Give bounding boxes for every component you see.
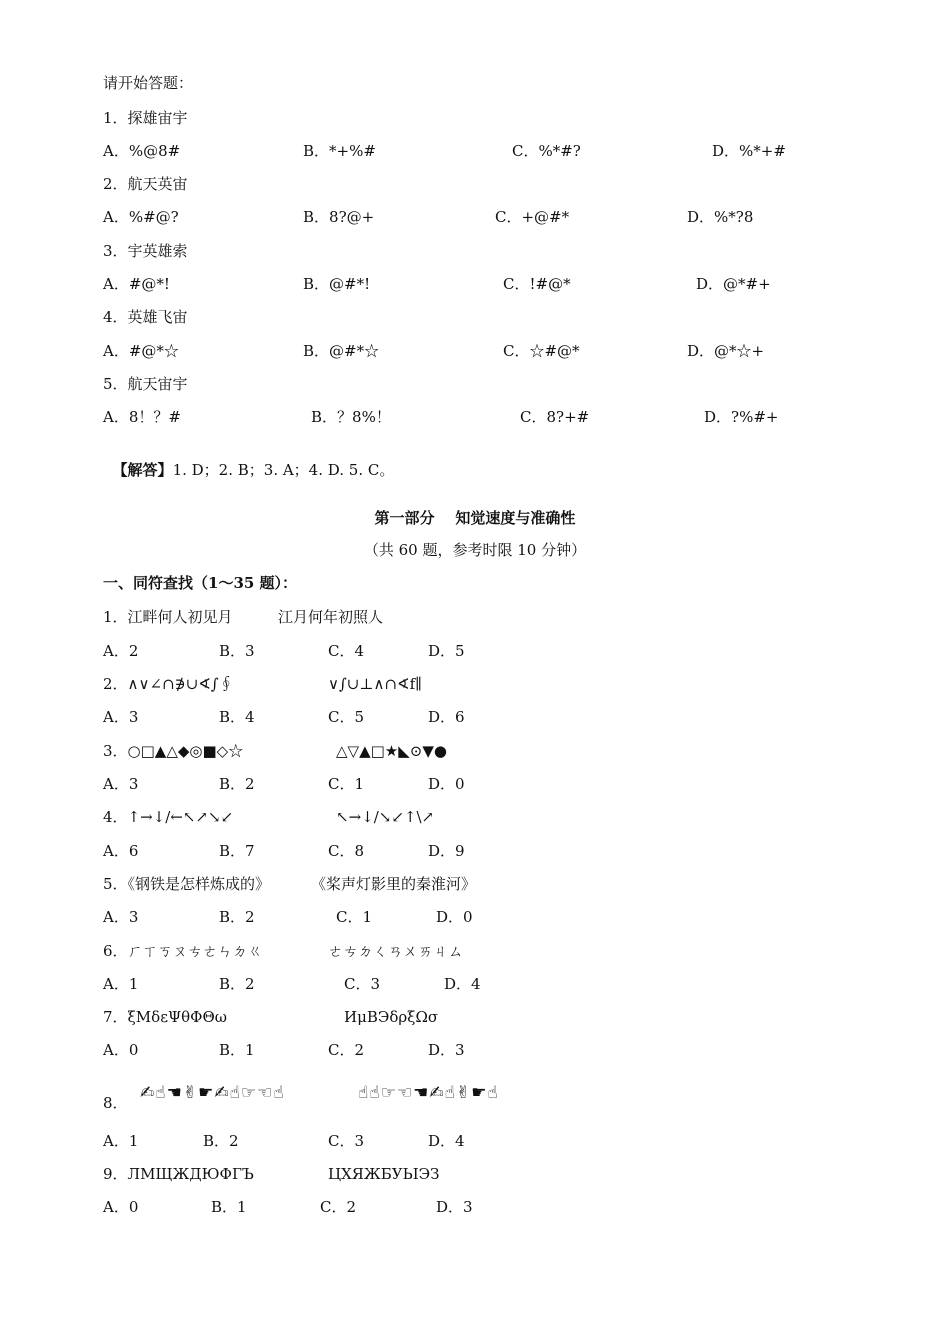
item-2-left: 2．∧∨∠∩∌∪∢∫∮ (103, 675, 234, 693)
item-5-opt-a: A．3 (103, 908, 139, 926)
item-1-opt-c: C．4 (328, 642, 365, 660)
item-2-opt-d: D．6 (428, 708, 465, 726)
item-6-right: ㄜㄘㄉㄑㄢㄨㄞㄐㄙ (328, 942, 464, 960)
subsection-title: 一、同符查找（1～35 题）： (103, 574, 298, 592)
item-8-opt-c: C．3 (328, 1132, 365, 1150)
item-3-opt-d: D．0 (428, 775, 465, 793)
item-4-right: ↖→↓/↘↙↑\↗ (336, 808, 435, 826)
item-8-left: ✍☝☚✌☛✍☝☞☜☝ (140, 1083, 285, 1103)
item-7-right: ИμВЭδρξΩσ (344, 1008, 439, 1026)
practice-q5-a: A．8！？# (103, 408, 181, 426)
item-8-number: 8． (103, 1094, 128, 1112)
item-9-left: 9．ЛМЩЖДЮФГЪ (103, 1165, 254, 1183)
item-4-left: 4．↑→↓/←↖↗↘↙ (103, 808, 234, 826)
item-1-opt-d: D．5 (428, 642, 465, 660)
item-3-left: 3．○□▲△◆◎■◇☆ (103, 742, 244, 760)
practice-q2: 2．航天英宙 (103, 175, 188, 193)
item-4-opt-a: A．6 (103, 842, 139, 860)
item-4-opt-c: C．8 (328, 842, 365, 860)
item-6-opt-a: A．1 (103, 975, 139, 993)
practice-q2-a: A．%#@? (103, 208, 179, 226)
item-5-opt-c: C．1 (336, 908, 373, 926)
answer-line (103, 440, 394, 480)
practice-q3-a: A．#@*! (103, 275, 170, 293)
item-8-opt-a: A．1 (103, 1132, 139, 1150)
item-8-opt-b: B．2 (203, 1132, 239, 1150)
item-9-opt-a: A．0 (103, 1198, 139, 1216)
practice-q3-b: B．@#*! (303, 275, 371, 293)
item-6-opt-b: B．2 (219, 975, 255, 993)
practice-q3: 3．宇英雄索 (103, 242, 188, 260)
item-8-right: ☝☝☞☜☚✍☝✌☛☝ (358, 1083, 499, 1103)
item-3-opt-a: A．3 (103, 775, 139, 793)
item-7-opt-c: C．2 (328, 1041, 365, 1059)
item-5-opt-b: B．2 (219, 908, 255, 926)
practice-q5-b: B．？8%！ (311, 408, 391, 426)
practice-q1-c: C．%*#? (512, 142, 581, 160)
item-4-opt-d: D．9 (428, 842, 465, 860)
section-subtitle: （共 60 题，参考时限 10 分钟） (363, 541, 587, 559)
practice-q2-b: B．8?@+ (303, 208, 375, 226)
intro-text: 请开始答题： (103, 74, 194, 92)
answer-text: 1. D；2. B；3. A；4. D. 5. C。 (172, 461, 395, 479)
item-1-opt-a: A．2 (103, 642, 139, 660)
practice-q5: 5．航天宙宇 (103, 375, 188, 393)
item-6-opt-d: D．4 (444, 975, 481, 993)
item-5-opt-d: D．0 (436, 908, 473, 926)
item-3-opt-b: B．2 (219, 775, 255, 793)
item-2-opt-b: B．4 (219, 708, 255, 726)
practice-q5-d: D．?%#+ (704, 408, 779, 426)
item-3-opt-c: C．1 (328, 775, 365, 793)
practice-q4-b: B．@#*☆ (303, 342, 380, 360)
practice-q4-a: A．#@*☆ (103, 342, 179, 360)
practice-q3-c: C．!#@* (503, 275, 571, 293)
item-5-left: 5．《钢铁是怎样炼成的》 (103, 875, 271, 893)
item-5-right: 《桨声灯影里的秦淮河》 (311, 875, 477, 893)
item-6-left: 6．ㄏㄒㄎㄡㄘㄜㄣㄉㄍ (103, 942, 263, 960)
item-3-right: △▽▲□★◣⊙▼● (336, 742, 447, 760)
practice-q2-d: D．%*?8 (687, 208, 754, 226)
practice-q1-d: D．%*+# (712, 142, 786, 160)
section-title: 第一部分 知觉速度与准确性 (374, 509, 576, 527)
item-9-right: ЦХЯЖБУЬIЭЗ (328, 1165, 440, 1183)
item-4-opt-b: B．7 (219, 842, 255, 860)
item-8-opt-d: D．4 (428, 1132, 465, 1150)
item-9-opt-c: C．2 (320, 1198, 357, 1216)
answer-label: 【解答】 (112, 461, 173, 479)
practice-q5-c: C．8?+# (520, 408, 590, 426)
practice-q4-d: D．@*☆+ (687, 342, 765, 360)
item-2-right: ∨∫∪⊥∧∩∢f∥ (328, 675, 423, 693)
practice-q2-c: C．+@#* (495, 208, 570, 226)
practice-q1-b: B．*+%# (303, 142, 376, 160)
item-1-right: 江月何年初照人 (278, 608, 384, 626)
practice-q4-c: C．☆#@* (503, 342, 580, 360)
item-1-left: 1．江畔何人初见月 (103, 608, 233, 626)
item-7-opt-d: D．3 (428, 1041, 465, 1059)
practice-q4: 4．英雄飞宙 (103, 308, 188, 326)
practice-q3-d: D．@*#+ (696, 275, 771, 293)
item-2-opt-c: C．5 (328, 708, 365, 726)
practice-q1-a: A．%@8# (103, 142, 181, 160)
item-9-opt-d: D．3 (436, 1198, 473, 1216)
practice-q1: 1．探雄宙宇 (103, 109, 188, 127)
item-2-opt-a: A．3 (103, 708, 139, 726)
item-6-opt-c: C．3 (344, 975, 381, 993)
item-1-opt-b: B．3 (219, 642, 255, 660)
item-7-opt-b: B．1 (219, 1041, 255, 1059)
item-9-opt-b: B．1 (211, 1198, 247, 1216)
item-7-opt-a: A．0 (103, 1041, 139, 1059)
item-7-left: 7．ξΜδεΨθΦΘω (103, 1008, 227, 1026)
